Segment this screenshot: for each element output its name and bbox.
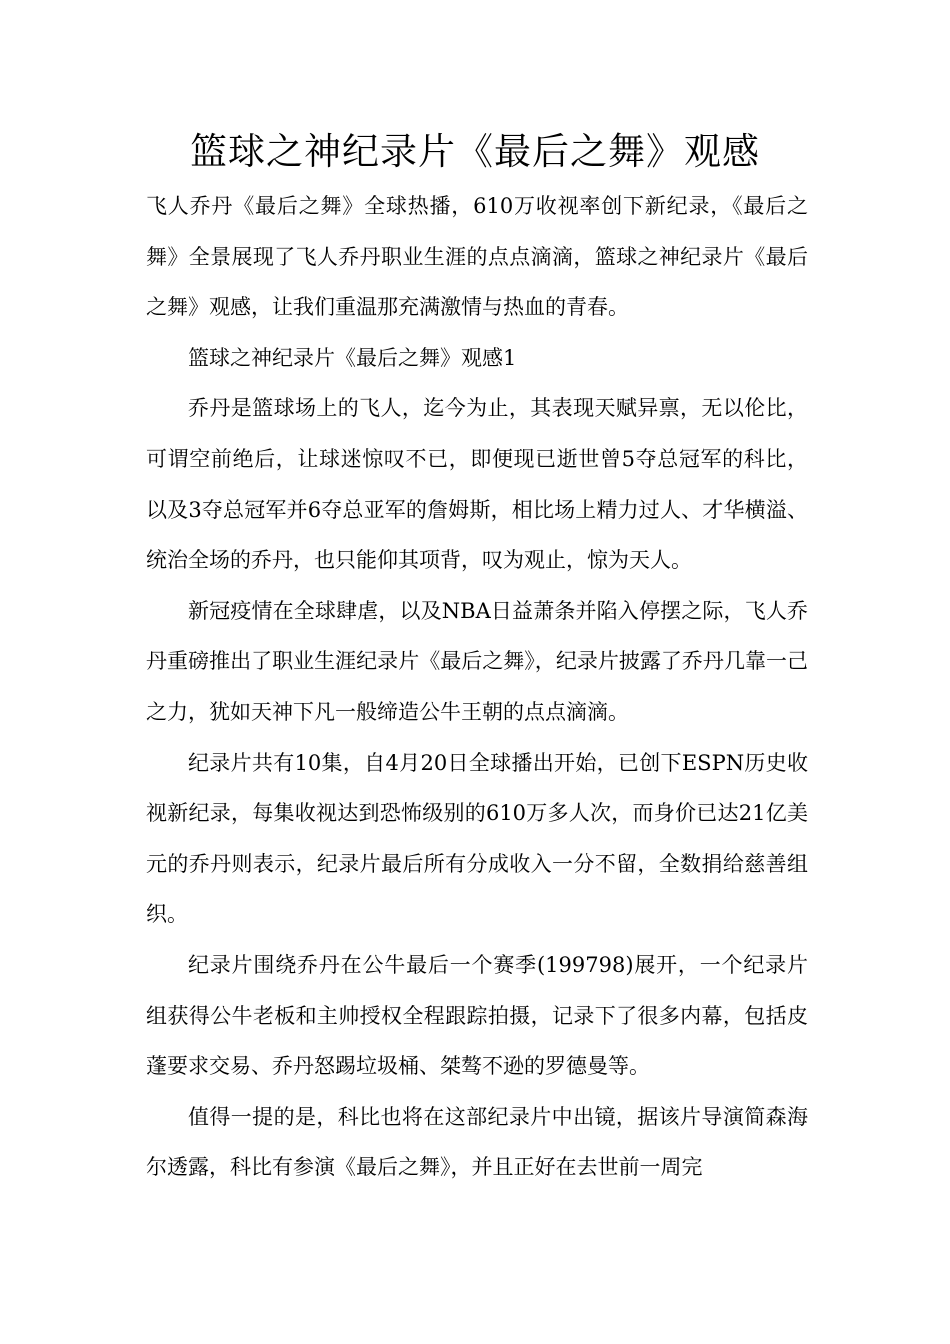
document-title: 篮球之神纪录片《最后之舞》观感 xyxy=(190,130,760,173)
document-body xyxy=(146,181,808,1193)
section-heading: 篮球之神纪录片《最后之舞》观感1 xyxy=(188,345,517,370)
paragraph: 纪录片围绕乔丹在公牛最后一个赛季(199798)展开，一个纪录片组获得公牛老板和主帅授权全程跟踪拍摄，记录下了很多内幕，包括皮蓬要求交易、乔丹怒踢垃圾桶、桀骜不逊的罗德曼等。 xyxy=(146,952,808,1079)
paragraph: 值得一提的是，科比也将在这部纪录片中出镜，据该片导演简森海尔透露，科比有参演《最后之舞》，并且正好在去世前一周完 xyxy=(146,1104,808,1180)
paragraph-intro: 飞人乔丹《最后之舞》全球热播，610万收视率创下新纪录，《最后之舞》全景展现了飞人乔丹职业生涯的点点滴滴，篮球之神纪录片《最后之舞》观感，让我们重温那充满激情与热血的青春。 xyxy=(146,194,808,320)
paragraph: 纪录片共有10集，自4月20日全球播出开始，已创下ESPN历史收视新纪录，每集收视达到恐怖级别的610万多人次，而身价已达21亿美元的乔丹则表示，纪录片最后所有分成收入一分不留，全数捐给慈善组织。 xyxy=(146,750,808,927)
paragraph: 新冠疫情在全球肆虐，以及NBA日益萧条并陷入停摆之际，飞人乔丹重磅推出了职业生涯纪录片《最后之舞》，纪录片披露了乔丹几靠一己之力，犹如天神下凡一般缔造公牛王朝的点点滴滴。 xyxy=(146,598,808,724)
paragraph: 乔丹是篮球场上的飞人，迄今为止，其表现天赋异禀，无以伦比，可谓空前绝后，让球迷惊叹不已，即便现已逝世曾5夺总冠军的科比，以及3夺总冠军并6夺总亚军的詹姆斯，相比场上精力过人、才华横溢、统治全场的乔丹，也只能仰其项背，叹为观止，惊为天人。 xyxy=(146,396,808,573)
